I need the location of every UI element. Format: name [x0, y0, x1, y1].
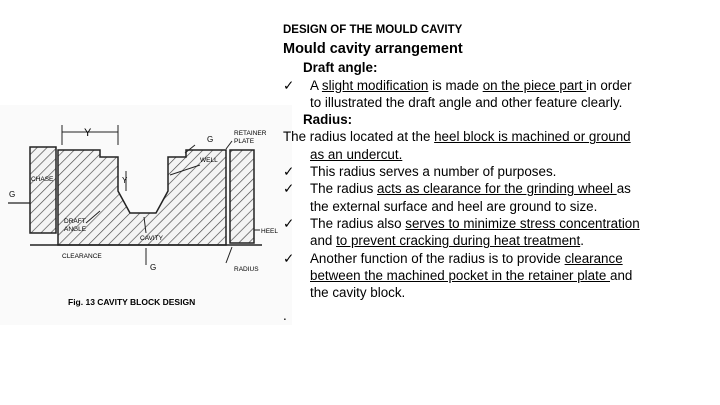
- text-run: in order: [586, 77, 632, 93]
- section-heading: Mould cavity arrangement: [283, 41, 463, 58]
- underlined-text: as an undercut.: [310, 146, 403, 162]
- heel-block: [230, 150, 254, 243]
- label-g-bottom: G: [150, 263, 157, 272]
- radius-subheading: Radius:: [303, 112, 353, 128]
- underlined-text: on the piece part: [482, 77, 587, 93]
- label-y-mid: Y: [122, 176, 128, 185]
- trailing-dot: .: [283, 308, 287, 324]
- underlined-text: to prevent cracking during heat treatment: [336, 233, 581, 249]
- radius-bullet-2-cont: the external surface and heel are ground to size.: [310, 198, 598, 214]
- underlined-text: heel block is machined or ground: [434, 129, 631, 145]
- cavity-block-figure: [0, 105, 292, 325]
- text-run: The radius located at the: [283, 129, 435, 145]
- radius-bullet-3-cont: [283, 232, 715, 249]
- check-icon: ✓: [283, 164, 295, 180]
- label-radius: RADIUS: [234, 266, 259, 273]
- radius-bullet-4-cont: [283, 267, 715, 284]
- draft-bullet-1-cont: to illustrated the draft angle and other feature clearly.: [310, 94, 623, 110]
- radius-bullet-4: [283, 250, 715, 267]
- underlined-text: slight modification: [321, 77, 429, 93]
- text-run: A: [310, 77, 322, 93]
- draft-bullet-1: [283, 77, 715, 94]
- text-run: is made: [428, 77, 483, 93]
- radius-bullet-2: [283, 180, 715, 197]
- check-icon: ✓: [283, 250, 295, 266]
- figure-caption: Fig. 13 CAVITY BLOCK DESIGN: [68, 297, 196, 307]
- text-run: and: [610, 267, 633, 283]
- slide-text: [283, 22, 715, 325]
- radius-paragraph: [283, 128, 715, 145]
- text-run: This radius serves a number of purposes.: [310, 164, 557, 180]
- radius-bullet-4-cont-2: the cavity block.: [310, 285, 406, 301]
- underlined-text: acts as clearance for the grinding wheel: [377, 181, 617, 197]
- check-icon: ✓: [283, 215, 295, 231]
- text-run: as: [616, 181, 631, 197]
- radius-paragraph-cont: [283, 146, 715, 163]
- label-retainer: RETAINER: [234, 130, 267, 137]
- text-run: and: [310, 233, 337, 249]
- check-icon: ✓: [283, 77, 295, 93]
- radius-bullet-1: [283, 163, 715, 180]
- draft-subheading: Draft angle:: [303, 60, 378, 76]
- label-cavity: CAVITY: [140, 235, 163, 242]
- label-angle: ANGLE: [64, 226, 87, 233]
- label-g-left: G: [9, 190, 16, 199]
- label-heel: HEEL: [261, 228, 278, 235]
- radius-bullet-3: [283, 215, 715, 232]
- slide-title: DESIGN OF THE MOULD CAVITY: [283, 24, 463, 36]
- underlined-text: between the machined pocket in the retainer plate: [310, 267, 610, 283]
- label-g-top: G: [207, 135, 214, 144]
- text-run: The radius also: [310, 215, 406, 231]
- label-clearance: CLEARANCE: [62, 253, 102, 260]
- label-y-top: Y: [84, 127, 92, 139]
- underlined-text: clearance: [564, 250, 623, 266]
- underlined-text: serves to minimize stress concentration: [405, 215, 640, 231]
- label-plate: PLATE: [234, 138, 255, 145]
- label-chase: CHASE: [31, 176, 54, 183]
- text-run: Another function of the radius is to provide: [310, 250, 565, 266]
- label-well: WELL: [200, 157, 218, 164]
- label-draft: DRAFT: [64, 218, 86, 225]
- chase-block: [30, 147, 56, 233]
- text-run: The radius: [310, 181, 377, 197]
- text-run: .: [580, 233, 584, 249]
- check-icon: ✓: [283, 181, 295, 197]
